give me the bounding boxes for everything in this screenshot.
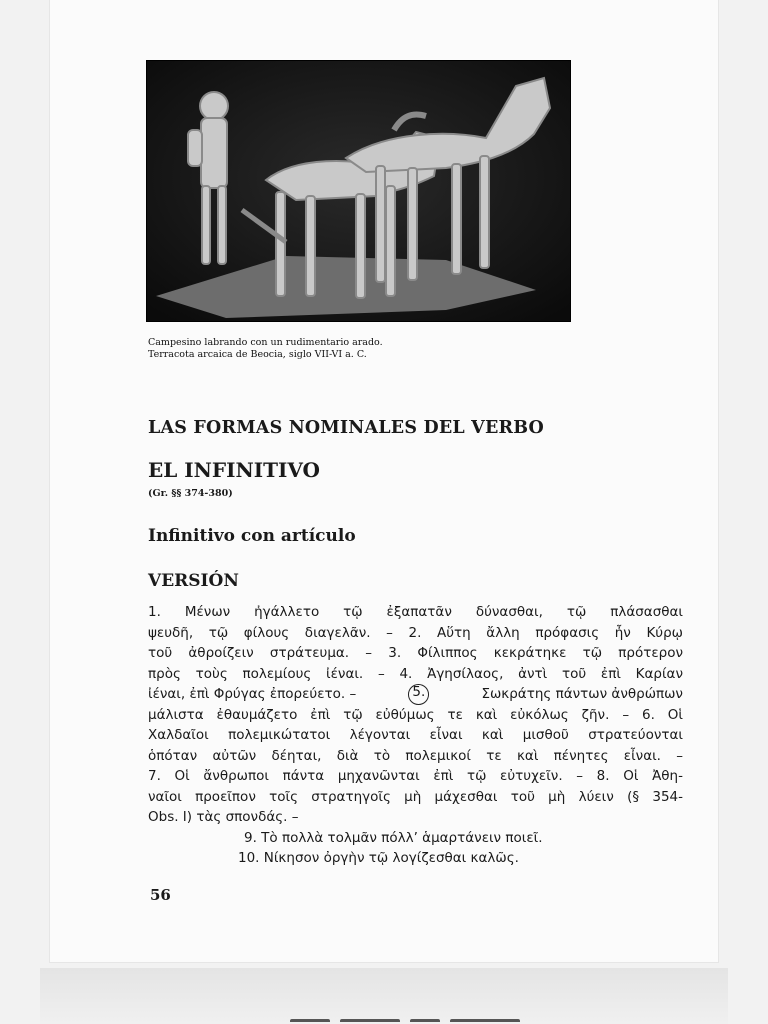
exercise-line: 9. Τὸ πολλὰ τολμᾶν πόλλ’ ἁμαρτάνειν ποιεῖ. [244,829,543,846]
exercise-line [148,684,683,705]
exercise-line: Obs. I) τὰς σπονδάς. – [148,809,299,825]
exercise-line: 7. Οἱ ἄνθρωποι πάντα μηχανῶνται ἐπὶ τῷ εὐτυχεῖν. – 8. Οἱ Ἀθη- [148,768,683,784]
exercise-text [148,602,683,869]
terracotta-photo [146,60,571,322]
exercise-line: ναῖοι προεῖπον τοῖς στρατηγοῖς μὴ μάχεσθαι τοῦ μὴ λύειν (§ 354- [148,788,683,805]
exercise-line-part: ἰέναι, ἐπὶ Φρύγας ἐπορεύετο. – [148,686,357,702]
figure-caption [148,337,568,361]
section-heading: LAS FORMAS NOMINALES DEL VERBO [148,418,544,438]
exercise-line: πρὸς τοὺς πολεμίους ἰέναι. – 4. Ἀγησίλαος, ἀντὶ τοῦ ἐπὶ Καρίαν [148,665,683,682]
exercise-line: Χαλδαῖοι πολεμικώτατοι λέγονται εἶναι καὶ μισθοῦ στρατεύονται [148,727,683,743]
caption-line-2: Terracota arcaica de Beocia, siglo VII-VI a. C. [148,349,367,360]
exercise-line: τοῦ ἀθροίζειν στράτευμα. – 3. Φίλιππος κεκράτηκε τῷ πρότερον [148,645,683,661]
exercise-heading: VERSIÓN [148,571,239,591]
grammar-reference: (Gr. §§ 374-380) [148,488,233,499]
chapter-title: EL INFINITIVO [148,458,320,482]
circled-number: 5. [408,684,429,705]
exercise-line: 1. Μένων ἠγάλλετο τῷ ἐξαπατᾶν δύνασθαι, τῷ πλάσασθαι [148,604,683,620]
next-page-text-fragment [290,1012,550,1022]
exercise-line: ψευδῆ, τῷ φίλους διαγελᾶν. – 2. Αὕτη ἄλλη πρόφασις ἦν Κύρῳ [148,624,683,641]
exercise-line: ὁπόταν αὐτῶν δέηται, διὰ τὸ πολεμικοί τε καὶ πένητες εἶναι. – [148,747,683,764]
exercise-line-part: Σωκράτης πάντων ἀνθρώπων [481,686,683,702]
caption-line-1: Campesino labrando con un rudimentario arado. [148,337,383,348]
exercise-line: μάλιστα ἐθαυμάζετο ἐπὶ τῷ εὐθύμως τε καὶ εὐκόλως ζῆν. – 6. Οἱ [148,706,683,723]
subsection-title: Infinitivo con artículo [148,526,356,546]
exercise-line: 10. Νίκησον ὀργὴν τῷ λογίζεσθαι καλῶς. [238,850,519,866]
page-number: 56 [150,886,171,904]
